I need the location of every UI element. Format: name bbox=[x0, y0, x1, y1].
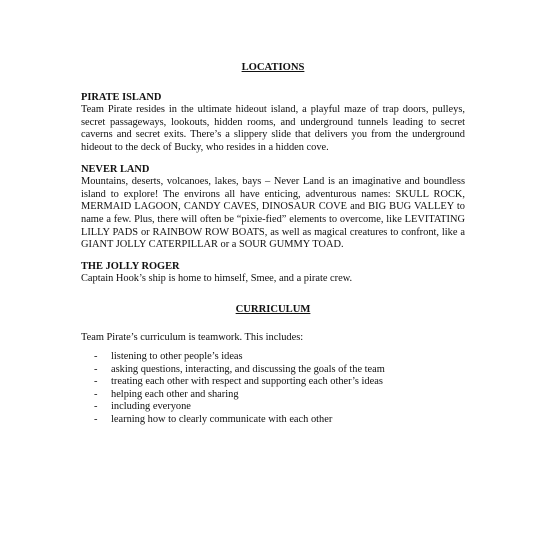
bullet-dash: - bbox=[94, 414, 98, 426]
section-never-land bbox=[81, 164, 465, 252]
bullet-dash: - bbox=[94, 401, 98, 413]
list-item-text: learning how to clearly communicate with each other bbox=[111, 414, 333, 426]
bullet-dash: - bbox=[94, 363, 98, 375]
section-pirate-island bbox=[81, 92, 465, 155]
list-item-text: including everyone bbox=[111, 401, 191, 413]
document-page bbox=[81, 62, 465, 427]
section-title: THE JOLLY ROGER bbox=[81, 260, 180, 272]
list-item bbox=[81, 351, 465, 364]
list-item-text: asking questions, interacting, and discussing the goals of the team bbox=[111, 363, 385, 375]
section-jolly-roger bbox=[81, 261, 465, 286]
section-text: Captain Hook’s ship is home to himself, Smee, and a pirate crew. bbox=[81, 273, 353, 285]
section-text: Mountains, deserts, volcanoes, lakes, bays – Never Land is an imaginative and boundless island to explore! The environs all have enticing, adventurous names: SKULL ROCK, MERMAID LAGOON, CANDY CAVES, DINOSAUR COVE and BIG BUG VALLEY to name a few. Plus, there will often be “pixie-fied” elements to overcome, like LEVITATING LILLY PADS or RAINBOW ROW BOATS, as well as magical creatures to confront, like a GIANT JOLLY CATERPILLAR or a SOUR GUMMY TOAD. bbox=[81, 176, 465, 251]
list-item-text: listening to other people’s ideas bbox=[111, 351, 243, 363]
list-item-text: helping each other and sharing bbox=[111, 388, 239, 400]
section-title: NEVER LAND bbox=[81, 163, 150, 175]
list-item bbox=[81, 401, 465, 414]
list-item-text: treating each other with respect and supporting each other’s ideas bbox=[111, 376, 383, 388]
list-item bbox=[81, 414, 465, 427]
curriculum-intro: Team Pirate’s curriculum is teamwork. This includes: bbox=[81, 331, 304, 343]
section-title: PIRATE ISLAND bbox=[81, 91, 162, 103]
list-item bbox=[81, 376, 465, 389]
curriculum-list bbox=[81, 351, 465, 427]
bullet-dash: - bbox=[94, 376, 98, 388]
curriculum-heading: CURRICULUM bbox=[235, 303, 311, 315]
section-text: Team Pirate resides in the ultimate hideout island, a playful maze of trap doors, pulleys, secret passageways, lookouts, hidden rooms, and underground tunnels leading to secret caverns and secret exits. There’s a slippery slide that delivers you from the underground hideout to the deck of Bucky, who resides in a hidden cove. bbox=[81, 104, 465, 153]
bullet-dash: - bbox=[94, 351, 98, 363]
locations-heading: LOCATIONS bbox=[241, 62, 305, 73]
list-item bbox=[81, 389, 465, 402]
list-item bbox=[81, 364, 465, 377]
bullet-dash: - bbox=[94, 388, 98, 400]
